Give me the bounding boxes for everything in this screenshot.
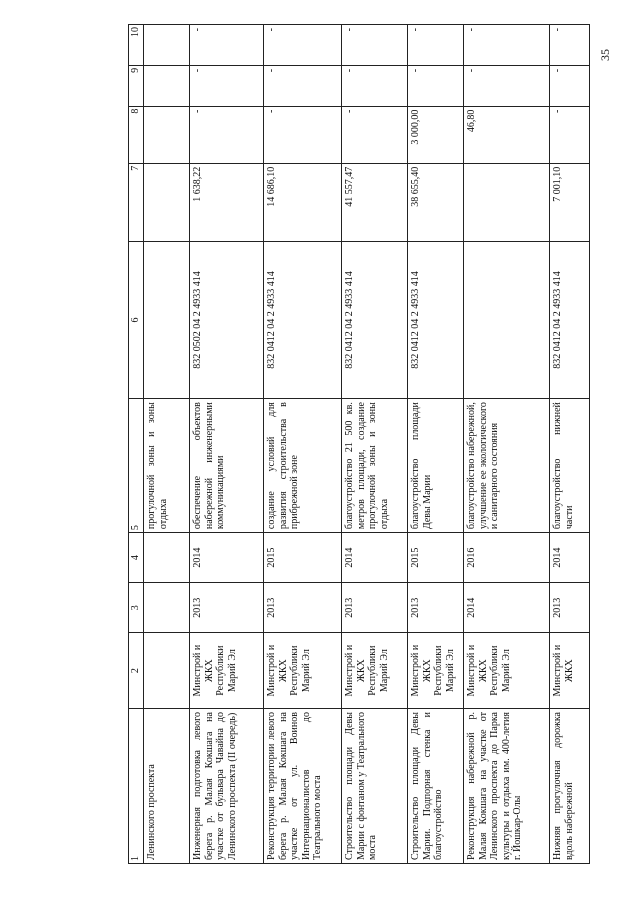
cell-amount-8: - — [190, 106, 264, 163]
cell-start-year: 2013 — [342, 583, 408, 633]
cell-result: создание условий для развития строительства в прибрежной зоне — [264, 399, 342, 533]
header-col-5: 5 — [129, 399, 144, 533]
cell-start-year: 2013 — [408, 583, 464, 633]
cell-name: Реконструкция территории левого берега р. Малая Кокшага на участке от ул. Воинов Интернационалистов до Театрального моста — [264, 709, 342, 864]
cell-amount-8: 46,80 — [464, 106, 550, 163]
cell-amount-10: - — [190, 25, 264, 66]
cell-start-year: 2013 — [550, 583, 590, 633]
table-row — [342, 25, 408, 864]
cell-result: благоустройство нижней части — [550, 399, 590, 533]
header-col-4: 4 — [129, 533, 144, 583]
cell-end-year: 2015 — [408, 533, 464, 583]
cell-result: прогулочной зоны и зоны отдыха — [144, 399, 190, 533]
cell-start-year: 2013 — [190, 583, 264, 633]
cell-start-year: 2014 — [464, 583, 550, 633]
header-col-9: 9 — [129, 65, 144, 106]
cell-end-year: 2014 — [190, 533, 264, 583]
cell-amount-7 — [464, 163, 550, 241]
cell-code: 832 0412 04 2 4933 414 — [408, 241, 464, 398]
header-col-1: 1 — [129, 709, 144, 864]
cell-amount-9: - — [342, 65, 408, 106]
cell-amount-9: - — [464, 65, 550, 106]
cell-executor: Минстрой и ЖКХ Республики Марий Эл — [190, 633, 264, 709]
cell-amount-8: 3 000,00 — [408, 106, 464, 163]
table-row — [464, 25, 550, 864]
cell-amount-9: - — [550, 65, 590, 106]
header-row — [129, 25, 144, 864]
cell-amount-9: - — [264, 65, 342, 106]
header-col-8: 8 — [129, 106, 144, 163]
table-row — [264, 25, 342, 864]
cell-code: 832 0412 04 2 4933 414 — [264, 241, 342, 398]
header-col-3: 3 — [129, 583, 144, 633]
table-row — [550, 25, 590, 864]
cell-end-year: 2014 — [550, 533, 590, 583]
header-col-6: 6 — [129, 241, 144, 398]
cell-amount-10: - — [342, 25, 408, 66]
cell-name: Строительство площади Девы Марии с фонтаном у Театрального моста — [342, 709, 408, 864]
cell-amount-7: 41 557,47 — [342, 163, 408, 241]
table-row — [190, 25, 264, 864]
cell-amount-8: - — [550, 106, 590, 163]
cell-amount-10: - — [550, 25, 590, 66]
continuation-row — [144, 25, 190, 864]
cell-code: 832 0412 04 2 4933 414 — [342, 241, 408, 398]
cell-end-year: 2014 — [342, 533, 408, 583]
cell-amount-7: 7 001,10 — [550, 163, 590, 241]
header-col-10: 10 — [129, 25, 144, 66]
cell-code: 832 0412 04 2 4933 414 — [550, 241, 590, 398]
header-col-2: 2 — [129, 633, 144, 709]
cell-start-year: 2013 — [264, 583, 342, 633]
cell-amount-9: - — [408, 65, 464, 106]
cell-name: Нижняя прогулочная дорожка вдоль набережной — [550, 709, 590, 864]
cell-name: Инженерная подготовка левого берега р. Малая Кокшага на участке от бульвара Чавайна до Ленинского проспекта (II очередь) — [190, 709, 264, 864]
cell-result: благоустройство площади Девы Марии — [408, 399, 464, 533]
cell-executor: Минстрой и ЖКХ Республики Марий Эл — [464, 633, 550, 709]
cell-result: благоустройство 21 500 кв. метров площади, создание прогулочной зоны и зоны отдыха — [342, 399, 408, 533]
cell-amount-10: - — [408, 25, 464, 66]
cell-executor: Минстрой и ЖКХ Республики Марий Эл — [342, 633, 408, 709]
cell-name: Строительство площади Девы Марии. Подпорная стенка и благоустройство — [408, 709, 464, 864]
header-col-7: 7 — [129, 163, 144, 241]
cell-amount-8: - — [264, 106, 342, 163]
cell-result: благоустройство набережной, улучшение ее экологического и санитарного состояния — [464, 399, 550, 533]
program-table — [128, 24, 590, 864]
cell-amount-7: 1 638,22 — [190, 163, 264, 241]
page-number: 35 — [598, 49, 612, 61]
rotated-table-wrapper — [128, 24, 628, 864]
cell-amount-8: - — [342, 106, 408, 163]
cell-executor: Минстрой и ЖКХ Республики Марий Эл — [408, 633, 464, 709]
cell-executor: Минстрой и ЖКХ — [550, 633, 590, 709]
table-row — [408, 25, 464, 864]
cell-code: 832 0502 04 2 4933 414 — [190, 241, 264, 398]
cell-amount-7: 14 686,10 — [264, 163, 342, 241]
cell-amount-7: 38 655,40 — [408, 163, 464, 241]
cell-name: Ленинского проспекта — [144, 709, 190, 864]
cell-amount-10: - — [264, 25, 342, 66]
cell-end-year: 2016 — [464, 533, 550, 583]
cell-amount-10: - — [464, 25, 550, 66]
cell-code — [464, 241, 550, 398]
cell-amount-9: - — [190, 65, 264, 106]
cell-executor: Минстрой и ЖКХ Республики Марий Эл — [264, 633, 342, 709]
cell-end-year: 2015 — [264, 533, 342, 583]
cell-result: обеспечение объектов набережной инженерными коммуникациями — [190, 399, 264, 533]
cell-name: Реконструкция набережной р. Малая Кокшага на участке от Ленинского проспекта до Парка культуры и отдыха им. 400-летия г. Йошкар-Олы — [464, 709, 550, 864]
